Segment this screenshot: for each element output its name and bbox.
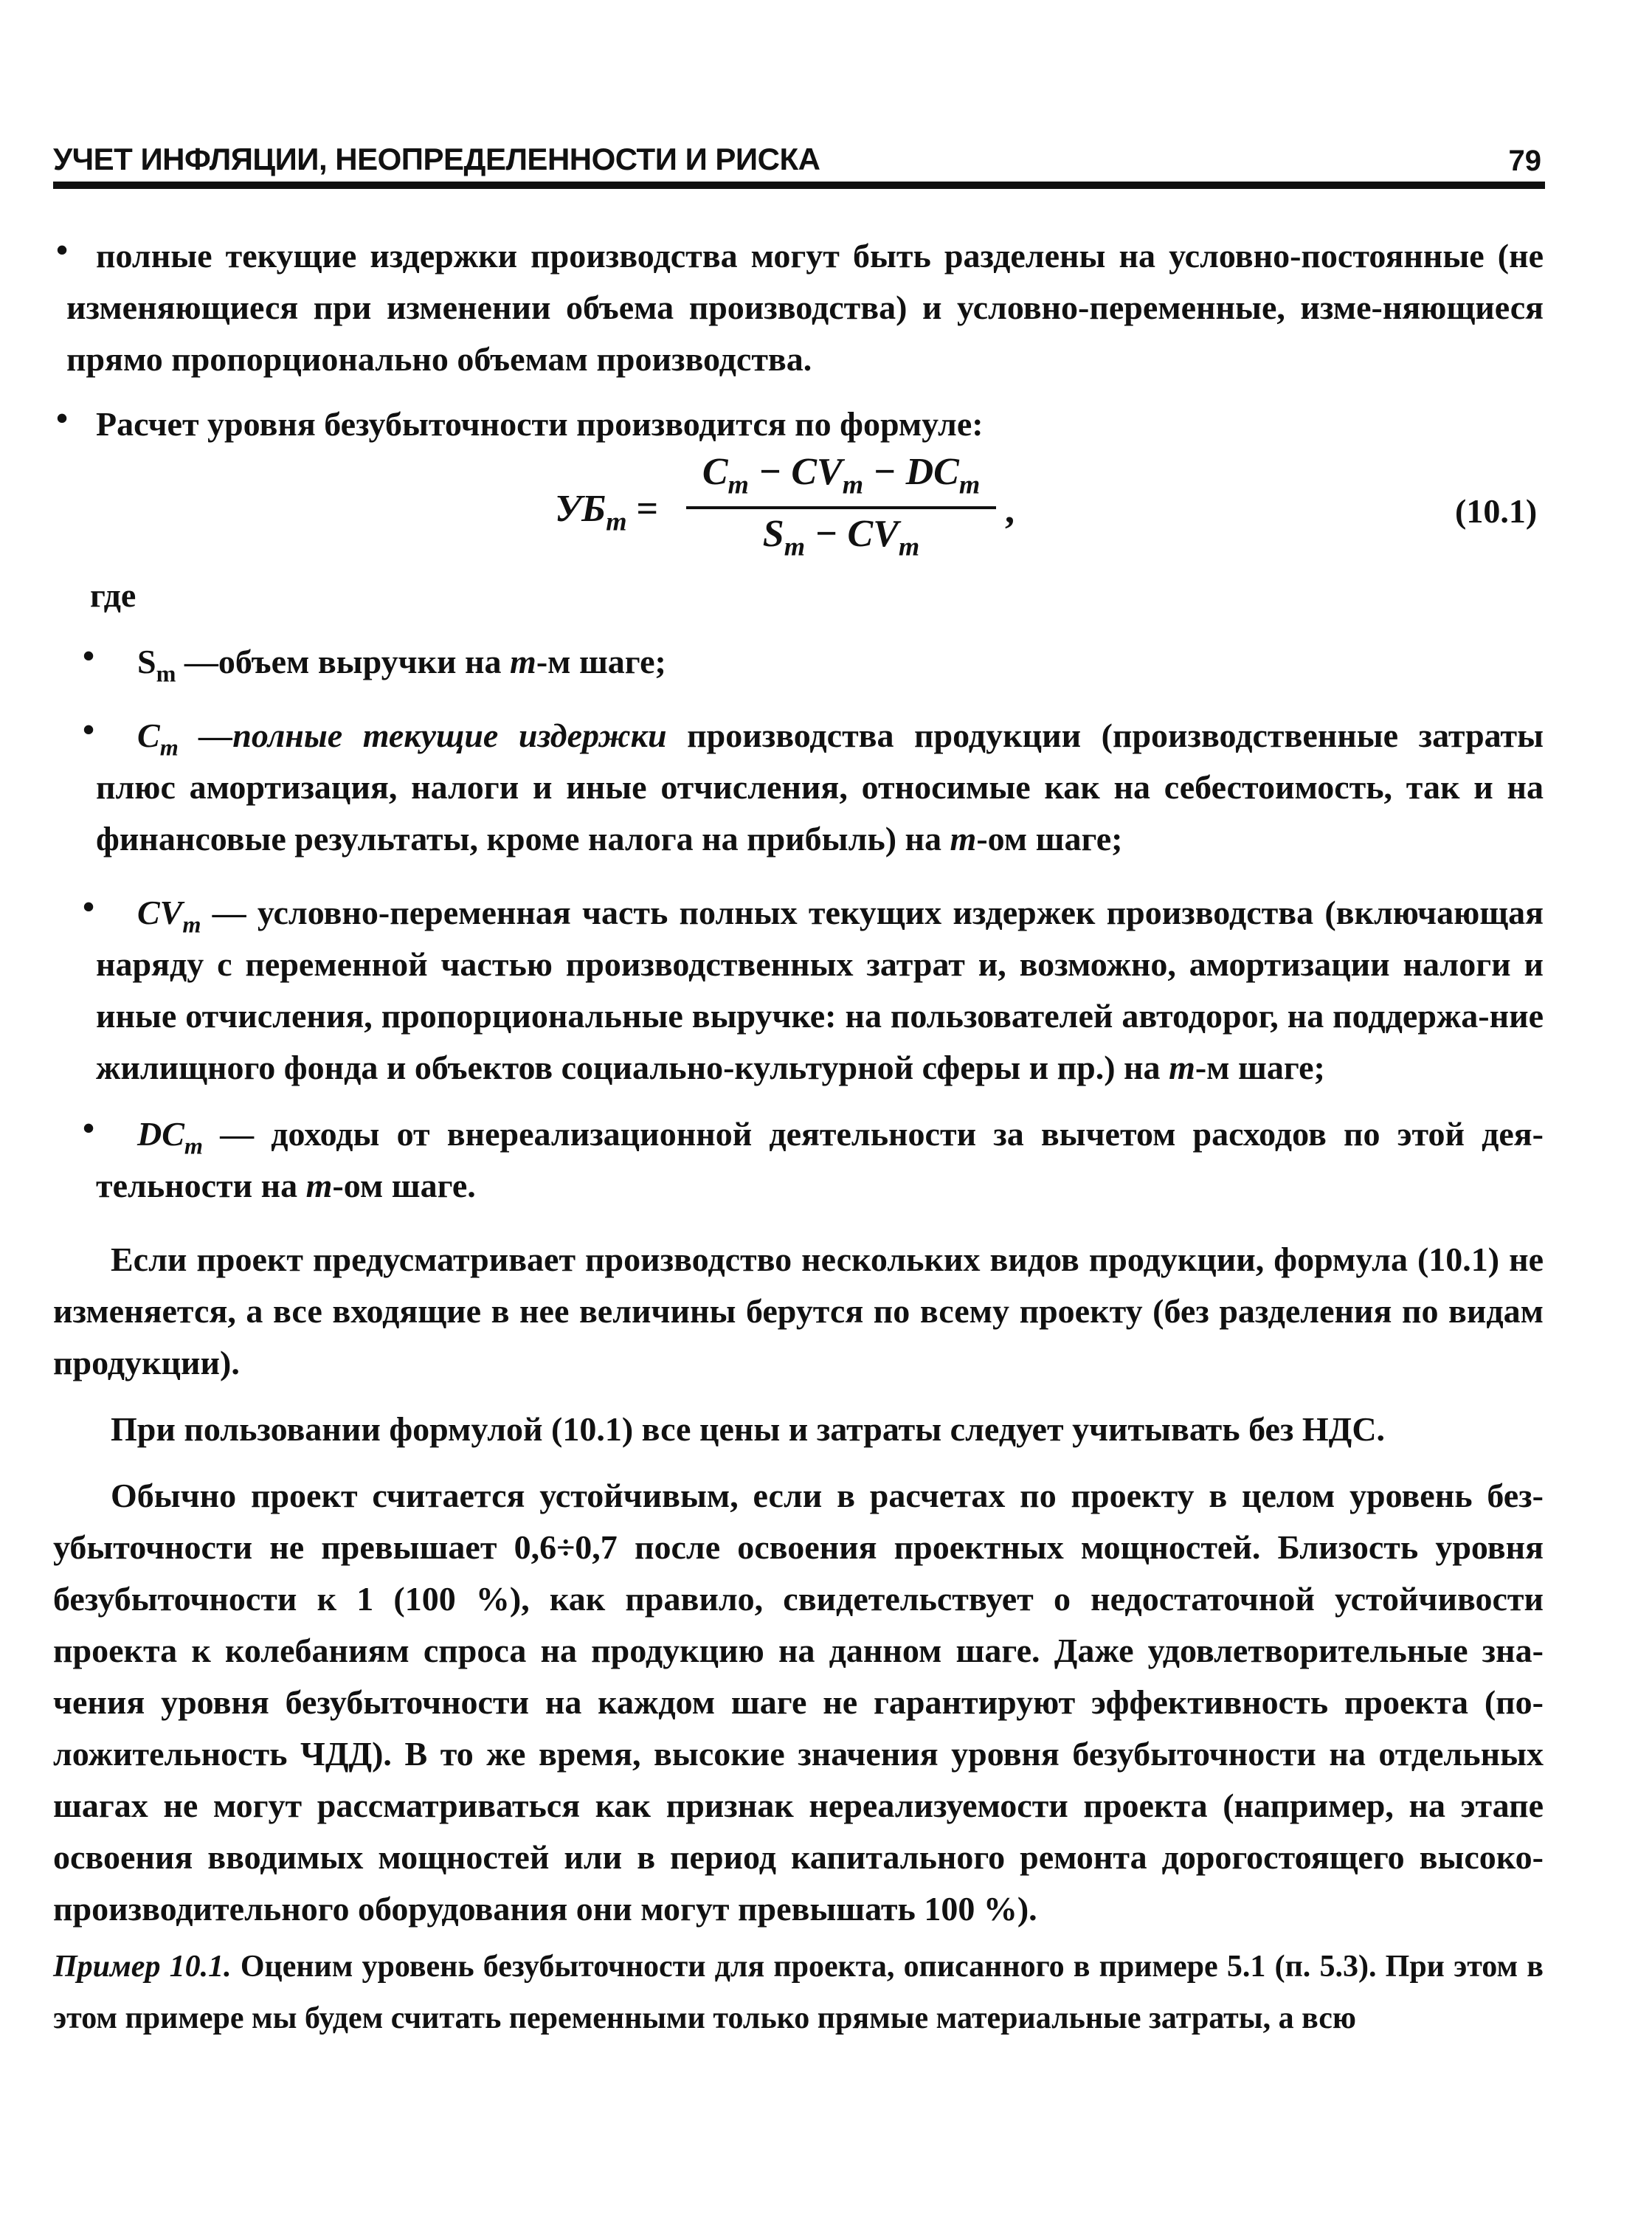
def-c: $C_m$ —полные текущие издержки производства продукции (производственные затраты плюс амортизация, налоги и иные отчисления, относимые как на себестоимость, так и на финансовые результаты, кроме налога на прибыль) на m-ом шаге; — [96, 717, 1544, 858]
def-dc: $DC_m$ — доходы от внереализационной деятельности за вычетом расходов по этой дея-тельности на m-ом шаге. — [96, 1115, 1544, 1204]
page-number: 79 — [1508, 145, 1541, 177]
paragraph-3: Обычно проект считается устойчивым, если в расчетах по проекту в целом уровень без-убыточности не превышает 0,6÷0,7 после освоения проектных мощностей. Близость уровня безубыточности к 1 (100 %), как правило, свидетельствует о недостаточной устойчивости проекта к колебаниям спроса на продукцию на данном шаге. Даже удовлетворительные зна-чения уровня безубыточности на каждом шаге не гарантируют эффективность проекта (по-ложительность ЧДД). В то же время, высокие значения уровня безубыточности на отдельных шагах не могут рассматриваться как признак нереализуемости проекта (например, на этапе освоения вводимых мощностей или в период капитального ремонта дорогостоящего высоко-производительного оборудования они могут превышать 100 %). — [53, 1477, 1544, 1928]
where-label: где — [90, 576, 136, 614]
def-s: $S_m$ —объем выручки на m-м шаге; — [137, 643, 666, 687]
formula-lhs: $УБ_m$ = — [555, 488, 659, 536]
bullet-icon: • — [56, 399, 69, 437]
def-cv: $CV_m$ — условно-переменная часть полных текущих издержек производства (включающая наряду с переменной частью производственных затрат и, возможно, амортизации налоги и иные отчисления, пропорциональные выручке: на пользователей автодорог, на поддержа-ние жилищного фонда и объектов социально-культурной сферы и пр.) на m-м шаге; — [96, 894, 1544, 1086]
bullet-icon: • — [83, 637, 95, 674]
bullet-icon: • — [83, 711, 95, 748]
fraction-line — [686, 506, 996, 509]
formula-comma: , — [1005, 489, 1015, 531]
bullet-icon: • — [56, 231, 69, 269]
paragraph-2: При пользовании формулой (10.1) все цены и затраты следует учитывать без НДС. — [111, 1410, 1386, 1448]
bullet-costs-text: полные текущие издержки производства могут быть разделены на условно-постоянные (не изменяющиеся при изменении объема производства) и условно-переменные, изме-няющиеся прямо пропорционально объемам производства. — [66, 237, 1544, 378]
formula-10-1 — [0, 450, 1652, 576]
running-header-title: УЧЕТ ИНФЛЯЦИИ, НЕОПРЕДЕЛЕННОСТИ И РИСКА — [53, 142, 820, 176]
example-label: Пример 10.1. — [53, 1950, 232, 1984]
formula-denominator: $S_m - CV_m$ — [762, 513, 920, 562]
bullet-icon: • — [83, 888, 95, 925]
header-rule — [53, 182, 1545, 189]
bullet-icon: • — [83, 1109, 95, 1147]
paragraph-1: Если проект предусматривает производство нескольких видов продукции, формула (10.1) не изменяется, а все входящие в нее величины берутся по всему проекту (без разделения по видам продукции). — [53, 1241, 1544, 1381]
bullet-calc-text: Расчет уровня безубыточности производится по формуле: — [96, 405, 984, 443]
formula-number: (10.1) — [1455, 492, 1538, 530]
example-10-1: Пример 10.1. Оценим уровень безубыточности для проекта, описанного в примере 5.1 (п. 5.3). При этом в этом примере мы будем считать переменными только прямые материальные затраты, а всю — [53, 1950, 1544, 2035]
formula-numerator: $C_m - CV_m - DC_m$ — [702, 451, 981, 500]
